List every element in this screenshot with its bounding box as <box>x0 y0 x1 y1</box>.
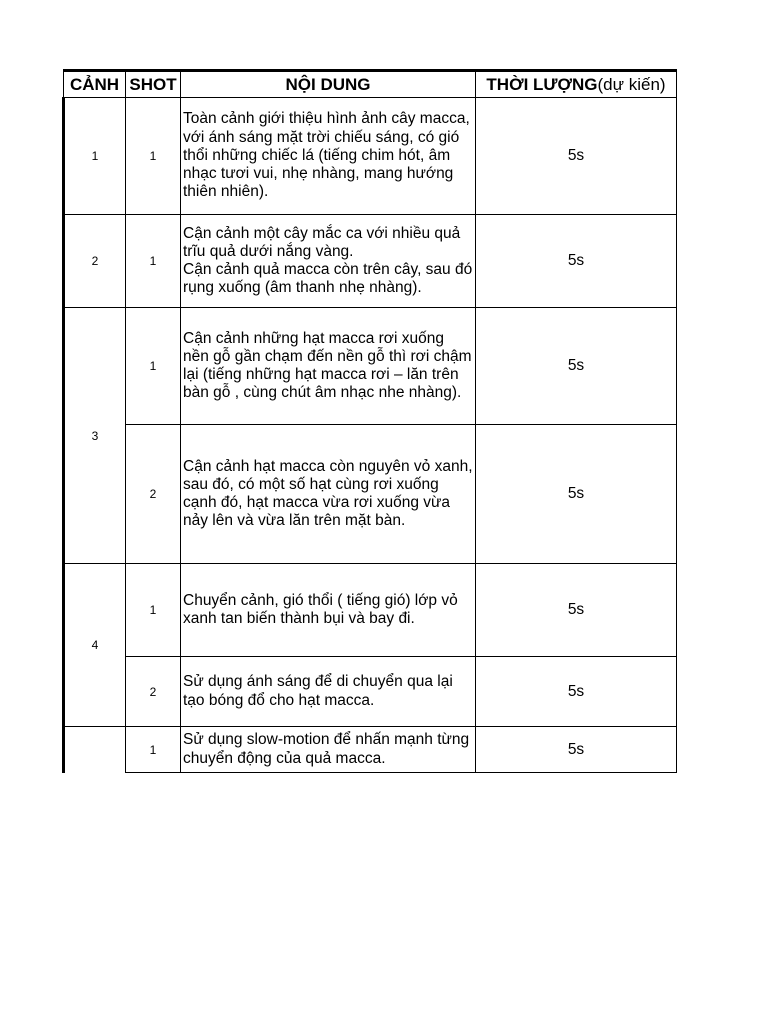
shot-number: 2 <box>126 657 181 727</box>
shot-duration: 5s <box>476 98 677 215</box>
header-duration <box>476 71 677 98</box>
shot-content: Sử dụng slow-motion để nhấn mạnh từng chuyển động của quả macca. <box>181 727 476 773</box>
table-row <box>64 727 677 773</box>
shot-content: Cận cảnh hạt macca còn nguyên vỏ xanh, sau đó, có một số hạt cùng rơi xuống cạnh đó, hạt macca vừa rơi xuống vừa nảy lên và vừa lăn trên mặt bàn. <box>181 425 476 564</box>
shot-content: Chuyển cảnh, gió thổi ( tiếng gió) lớp vỏ xanh tan biến thành bụi và bay đi. <box>181 564 476 657</box>
shot-content: Cận cảnh những hạt macca rơi xuống nền gỗ gần chạm đến nền gỗ thì rơi chậm lại (tiếng những hạt macca rơi – lăn trên bàn gỗ , cùng chút âm nhạc nhe nhàng). <box>181 308 476 425</box>
scene-number: 2 <box>64 215 126 308</box>
shot-content-line: Cận cảnh một cây mắc ca với nhiều quả trĩu quả dưới nắng vàng. <box>183 224 461 260</box>
shot-duration: 5s <box>476 657 677 727</box>
shot-duration: 5s <box>476 727 677 773</box>
header-duration-main: THỜI LƯỢNG <box>486 74 598 94</box>
shot-duration: 5s <box>476 215 677 308</box>
scene-number: 1 <box>64 98 126 215</box>
header-content: NỘI DUNG <box>181 71 476 98</box>
header-duration-note: (dự kiến) <box>597 74 666 94</box>
shot-number: 1 <box>126 98 181 215</box>
table-row <box>64 425 677 564</box>
shot-content: Toàn cảnh giới thiệu hình ảnh cây macca, với ánh sáng mặt trời chiếu sáng, có gió thổi những chiếc lá (tiếng chim hót, âm nhạc tươi vui, nhẹ nhàng, mang hướng thiên nhiên). <box>181 98 476 215</box>
shot-content-line: Cận cảnh quả macca còn trên cây, sau đó rụng xuống (âm thanh nhẹ nhàng). <box>183 261 473 297</box>
shot-number: 1 <box>126 308 181 425</box>
scene-number: 4 <box>64 564 126 727</box>
table-row <box>64 308 677 425</box>
shot-duration: 5s <box>476 564 677 657</box>
shot-number: 1 <box>126 215 181 308</box>
header-row <box>64 71 677 98</box>
table-row <box>64 215 677 308</box>
table-row <box>64 657 677 727</box>
shot-number: 1 <box>126 727 181 773</box>
table-row <box>64 564 677 657</box>
header-scene: CẢNH <box>64 71 126 98</box>
header-shot: SHOT <box>126 71 181 98</box>
shot-number: 1 <box>126 564 181 657</box>
table-row <box>64 98 677 215</box>
scene-number: 3 <box>64 308 126 564</box>
shot-duration: 5s <box>476 425 677 564</box>
shot-content <box>181 215 476 308</box>
shot-number: 2 <box>126 425 181 564</box>
scene-number <box>64 727 126 773</box>
shot-duration: 5s <box>476 308 677 425</box>
shot-content: Sử dụng ánh sáng để di chuyển qua lại tạo bóng đổ cho hạt macca. <box>181 657 476 727</box>
storyboard-table <box>62 69 677 773</box>
